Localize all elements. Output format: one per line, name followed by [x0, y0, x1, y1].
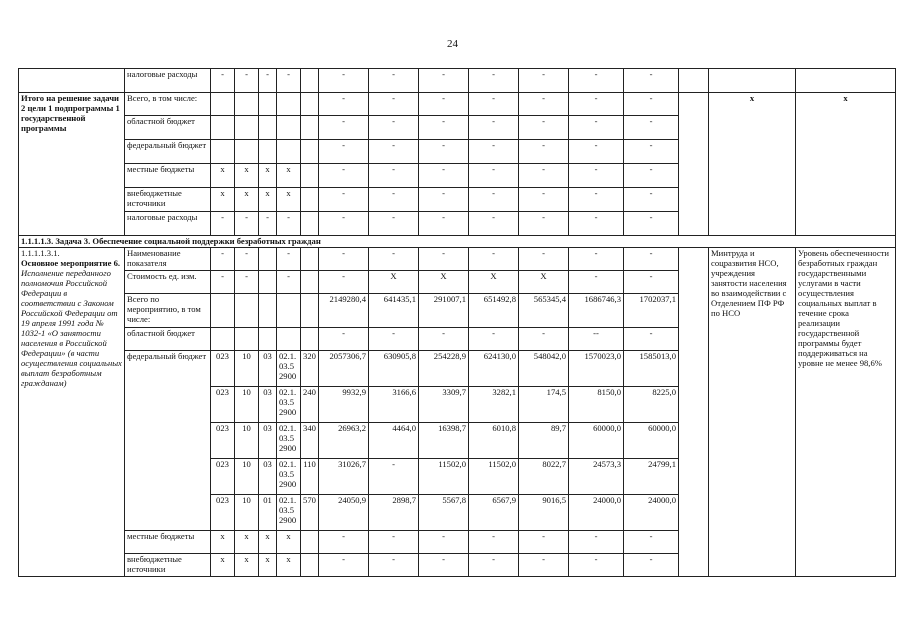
empty-cell: [19, 69, 125, 93]
cell: -: [419, 164, 469, 188]
cell: [259, 93, 277, 116]
cell: 641435,1: [369, 294, 419, 328]
cell: -: [569, 212, 624, 236]
cell: -: [624, 248, 679, 271]
cell: [259, 271, 277, 294]
cell: -: [369, 188, 419, 212]
cell: 3166,6: [369, 387, 419, 423]
cell: 03: [259, 423, 277, 459]
cell: -: [569, 531, 624, 554]
budget-table: [18, 68, 896, 577]
cell: -: [624, 116, 679, 140]
cell: -: [569, 140, 624, 164]
cell: [301, 531, 319, 554]
cell: -: [211, 69, 235, 93]
cell: -: [277, 248, 301, 271]
cell: x: [235, 164, 259, 188]
cell: 023: [211, 387, 235, 423]
cell: [301, 188, 319, 212]
cell: -: [569, 554, 624, 577]
cell: 02.1. 03.5 2900: [277, 351, 301, 387]
cell: 03: [259, 351, 277, 387]
cell: [301, 140, 319, 164]
cell: 3309,7: [419, 387, 469, 423]
cell: -: [319, 69, 369, 93]
cell: -: [235, 212, 259, 236]
cell: -: [469, 69, 519, 93]
cell: -: [469, 531, 519, 554]
cell: [679, 69, 709, 93]
row-label: Всего, в том числе:: [125, 93, 211, 116]
row-label: областной бюджет: [125, 116, 211, 140]
cell: 240: [301, 387, 319, 423]
cell: 02.1. 03.5 2900: [277, 495, 301, 531]
cell: -: [624, 531, 679, 554]
cell: -: [259, 69, 277, 93]
cell: 548042,0: [519, 351, 569, 387]
cell: [679, 93, 709, 236]
cell: -: [419, 140, 469, 164]
cell: -: [519, 188, 569, 212]
cell: [235, 116, 259, 140]
cell: [259, 140, 277, 164]
row-label: местные бюджеты: [125, 531, 211, 554]
cell: 11502,0: [419, 459, 469, 495]
cell: -: [624, 212, 679, 236]
cell: -: [369, 459, 419, 495]
cell: 24799,1: [624, 459, 679, 495]
cell: 6010,8: [469, 423, 519, 459]
row-label: внебюджетные источники: [125, 188, 211, 212]
row-label: внебюджетные источники: [125, 554, 211, 577]
cell: 1585013,0: [624, 351, 679, 387]
cell: 10: [235, 495, 259, 531]
cell: -: [319, 271, 369, 294]
cell: -: [419, 212, 469, 236]
cell: -: [469, 328, 519, 351]
cell: -: [469, 140, 519, 164]
cell: 8022,7: [519, 459, 569, 495]
section-title: 1.1.1.1.3. Задача 3. Обеспечение социальной поддержки безработных граждан: [19, 236, 896, 248]
cell: [235, 93, 259, 116]
cell: [796, 69, 896, 93]
cell: -: [369, 212, 419, 236]
cell: -: [369, 140, 419, 164]
cell: [679, 248, 709, 577]
activity-code: 1.1.1.1.3.1.: [21, 248, 60, 258]
cell: [211, 116, 235, 140]
cell: -: [369, 116, 419, 140]
cell: x: [259, 554, 277, 577]
cell: x: [277, 554, 301, 577]
cell: -: [569, 116, 624, 140]
table-row: [19, 93, 896, 116]
cell: [301, 164, 319, 188]
cell: 60000,0: [569, 423, 624, 459]
cell: 31026,7: [319, 459, 369, 495]
cell: -: [469, 116, 519, 140]
cell: -: [419, 93, 469, 116]
cell: -: [519, 116, 569, 140]
cell: 2149280,4: [319, 294, 369, 328]
cell: 11502,0: [469, 459, 519, 495]
cell: x: [235, 188, 259, 212]
cell: -: [624, 140, 679, 164]
cell: -: [369, 554, 419, 577]
cell: [259, 328, 277, 351]
cell: -: [419, 248, 469, 271]
cell: x: [211, 531, 235, 554]
cell: 254228,9: [419, 351, 469, 387]
cell: 2057306,7: [319, 351, 369, 387]
cell: [301, 93, 319, 116]
cell: x: [259, 164, 277, 188]
cell: -: [419, 188, 469, 212]
cell: -: [569, 248, 624, 271]
cell: 24000,0: [624, 495, 679, 531]
cell: 02.1. 03.5 2900: [277, 459, 301, 495]
cell: -: [369, 164, 419, 188]
cell: x: [277, 188, 301, 212]
activity-cell: [19, 248, 125, 577]
cell: -: [469, 93, 519, 116]
table-row: [19, 236, 896, 248]
cell: -: [519, 554, 569, 577]
cell: 5567,8: [419, 495, 469, 531]
cell: -: [624, 164, 679, 188]
cell: -: [569, 69, 624, 93]
cell: [211, 140, 235, 164]
cell: -: [519, 140, 569, 164]
cell: -: [419, 116, 469, 140]
cell: 24000,0: [569, 495, 624, 531]
cell: 10: [235, 423, 259, 459]
cell: [259, 294, 277, 328]
cell: [259, 116, 277, 140]
cell: X: [519, 271, 569, 294]
cell: -: [569, 93, 624, 116]
row-label: федеральный бюджет: [125, 351, 211, 531]
cell: -: [419, 554, 469, 577]
cell: -: [319, 164, 369, 188]
cell: x: [259, 531, 277, 554]
cell: -: [259, 212, 277, 236]
cell: [301, 554, 319, 577]
cell: x: [211, 554, 235, 577]
executor-cell: x: [709, 93, 796, 236]
cell: x: [277, 164, 301, 188]
activity-description: Исполнение переданного полномочия Российской Федерации в соответствии с Законом Российской Федерации от 19 апреля 1991 года № 1032-1 «О занятости населения в Российской Федерации» (в части осуществления социальных выплат безработным гражданам): [21, 268, 122, 388]
cell: -: [211, 271, 235, 294]
cell: -: [369, 93, 419, 116]
cell: -: [211, 248, 235, 271]
cell: [277, 140, 301, 164]
cell: -: [235, 271, 259, 294]
cell: 10: [235, 351, 259, 387]
row-label: Всего по мероприятию, в том числе:: [125, 294, 211, 328]
cell: X: [419, 271, 469, 294]
summary-title: Итого на решение задачи 2 цели 1 подпрограммы 1 государственной программы: [19, 93, 125, 236]
cell: -: [519, 328, 569, 351]
cell: -: [211, 212, 235, 236]
cell: -: [319, 188, 369, 212]
cell: -: [319, 140, 369, 164]
cell: -: [519, 531, 569, 554]
cell: 24050,9: [319, 495, 369, 531]
cell: -: [319, 93, 369, 116]
cell: X: [369, 271, 419, 294]
cell: [709, 69, 796, 93]
cell: 023: [211, 459, 235, 495]
cell: 630905,8: [369, 351, 419, 387]
cell: 02.1. 03.5 2900: [277, 423, 301, 459]
cell: x: [277, 531, 301, 554]
cell: -: [369, 248, 419, 271]
cell: 320: [301, 351, 319, 387]
cell: -: [569, 271, 624, 294]
row-label: областной бюджет: [125, 328, 211, 351]
cell: -: [319, 248, 369, 271]
row-label: налоговые расходы: [125, 212, 211, 236]
cell: -: [419, 328, 469, 351]
cell: 1570023,0: [569, 351, 624, 387]
cell: X: [469, 271, 519, 294]
activity-title: Основное мероприятие 6.: [21, 258, 121, 268]
cell: -: [235, 69, 259, 93]
cell: -: [469, 554, 519, 577]
cell: [277, 93, 301, 116]
cell: -: [469, 164, 519, 188]
cell: 3282,1: [469, 387, 519, 423]
cell: [277, 294, 301, 328]
cell: 1686746,3: [569, 294, 624, 328]
cell: --: [569, 328, 624, 351]
cell: [301, 248, 319, 271]
cell: x: [235, 531, 259, 554]
cell: 340: [301, 423, 319, 459]
table-row: [19, 69, 896, 93]
cell: [301, 294, 319, 328]
cell: -: [419, 531, 469, 554]
cell: -: [624, 69, 679, 93]
cell: [235, 294, 259, 328]
cell: 174,5: [519, 387, 569, 423]
cell: -: [277, 69, 301, 93]
cell: -: [519, 248, 569, 271]
cell: x: [211, 164, 235, 188]
cell: 03: [259, 387, 277, 423]
cell: -: [469, 248, 519, 271]
cell: 9016,5: [519, 495, 569, 531]
cell: -: [277, 271, 301, 294]
cell: 24573,3: [569, 459, 624, 495]
cell: x: [259, 188, 277, 212]
cell: [211, 328, 235, 351]
cell: -: [319, 116, 369, 140]
cell: -: [624, 271, 679, 294]
cell: -: [469, 188, 519, 212]
cell: -: [519, 212, 569, 236]
cell: [301, 212, 319, 236]
cell: -: [569, 188, 624, 212]
row-label: местные бюджеты: [125, 164, 211, 188]
cell: 6567,9: [469, 495, 519, 531]
cell: 01: [259, 495, 277, 531]
cell: -: [235, 248, 259, 271]
result-cell: x: [796, 93, 896, 236]
cell: -: [519, 93, 569, 116]
cell: -: [519, 164, 569, 188]
cell: [301, 69, 319, 93]
cell: -: [319, 531, 369, 554]
row-label: федеральный бюджет: [125, 140, 211, 164]
cell: 60000,0: [624, 423, 679, 459]
cell: 023: [211, 495, 235, 531]
cell: [301, 328, 319, 351]
cell: [301, 271, 319, 294]
cell: 291007,1: [419, 294, 469, 328]
cell: -: [319, 554, 369, 577]
row-label: Наименование показателя: [125, 248, 211, 271]
cell: x: [211, 188, 235, 212]
cell: 1702037,1: [624, 294, 679, 328]
cell: [211, 93, 235, 116]
cell: -: [469, 212, 519, 236]
cell: [301, 116, 319, 140]
cell: [235, 328, 259, 351]
cell: -: [624, 93, 679, 116]
cell: 2898,7: [369, 495, 419, 531]
cell: -: [369, 328, 419, 351]
cell: 02.1. 03.5 2900: [277, 387, 301, 423]
cell: 03: [259, 459, 277, 495]
cell: -: [369, 531, 419, 554]
cell: 26963,2: [319, 423, 369, 459]
cell: -: [419, 69, 469, 93]
cell: -: [519, 69, 569, 93]
cell: -: [319, 328, 369, 351]
table-row: [19, 248, 896, 271]
cell: 023: [211, 423, 235, 459]
cell: 624130,0: [469, 351, 519, 387]
cell: [277, 116, 301, 140]
executor-cell: Минтруда и соцразвития НСО, учреждения занятости населения во взаимодействии с Отделением ПФ РФ по НСО: [709, 248, 796, 577]
cell: 570: [301, 495, 319, 531]
cell: 8150,0: [569, 387, 624, 423]
cell: -: [624, 328, 679, 351]
cell: -: [624, 554, 679, 577]
cell: x: [235, 554, 259, 577]
cell: -: [624, 188, 679, 212]
page-number: 24: [447, 38, 458, 50]
cell: 8225,0: [624, 387, 679, 423]
cell: 651492,8: [469, 294, 519, 328]
cell: -: [369, 69, 419, 93]
cell: [235, 140, 259, 164]
cell: 16398,7: [419, 423, 469, 459]
cell: 89,7: [519, 423, 569, 459]
cell: -: [319, 212, 369, 236]
cell: -: [569, 164, 624, 188]
cell: 565345,4: [519, 294, 569, 328]
row-label: налоговые расходы: [125, 69, 211, 93]
cell: 110: [301, 459, 319, 495]
cell: -: [277, 212, 301, 236]
cell: 023: [211, 351, 235, 387]
cell: [277, 328, 301, 351]
cell: 9932,9: [319, 387, 369, 423]
cell: [211, 294, 235, 328]
cell: 10: [235, 459, 259, 495]
cell: 4464,0: [369, 423, 419, 459]
cell: [259, 248, 277, 271]
cell: 10: [235, 387, 259, 423]
row-label: Стоимость ед. изм.: [125, 271, 211, 294]
result-cell: Уровень обеспеченности безработных граждан государственными услугами в части осуществления социальных выплат в течение срока реализации государственной программы будет поддерживаться на уровне не менее 98,6%: [796, 248, 896, 577]
